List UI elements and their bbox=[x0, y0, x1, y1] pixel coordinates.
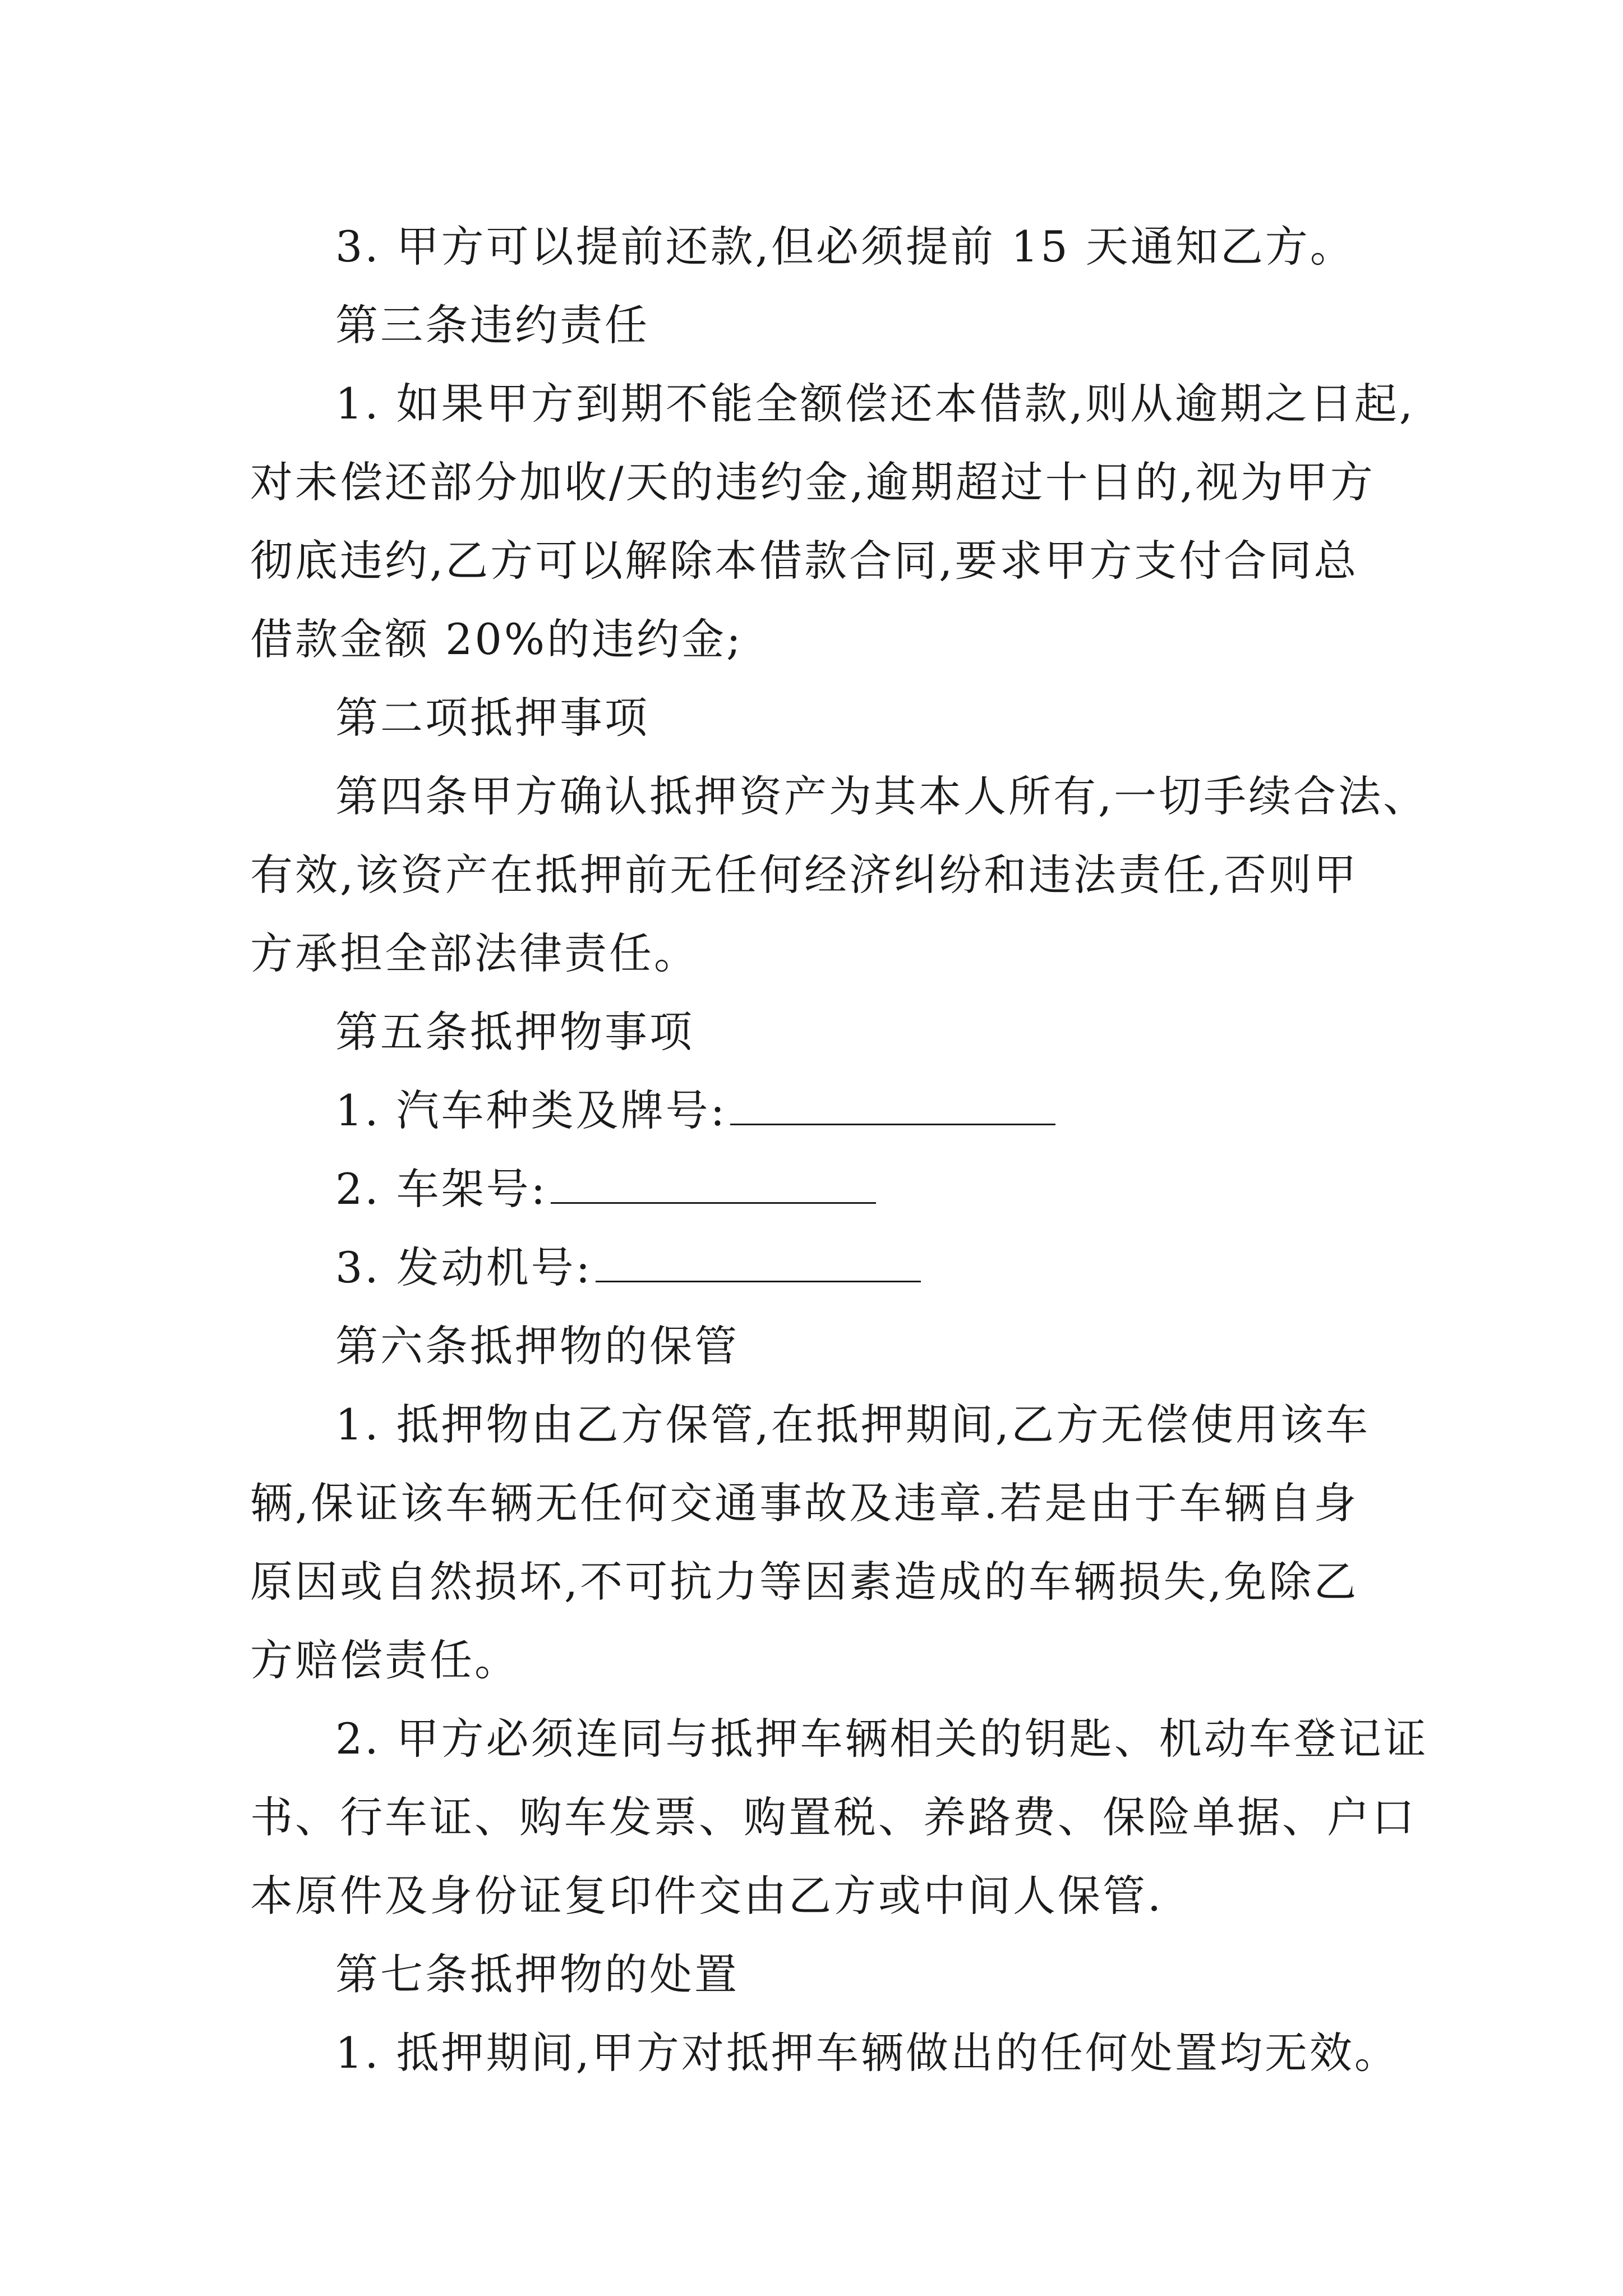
paragraph-line bbox=[250, 1857, 1389, 1935]
paragraph-line bbox=[250, 600, 1389, 679]
custody-clause-1-line-3: 原因或自然损坏,不可抗力等因素造成的车辆损失,免除乙 bbox=[250, 1557, 1359, 1607]
mortgage-section-heading: 第二项抵押事项 bbox=[335, 693, 649, 743]
vehicle-type-plate-label: 1. 汽车种类及牌号: bbox=[335, 1085, 727, 1135]
article-6-heading: 第六条抵押物的保管 bbox=[335, 1321, 739, 1371]
paragraph-line bbox=[250, 836, 1389, 914]
custody-clause-2-line-2: 书、行车证、购车发票、购置税、养路费、保险单据、户口 bbox=[250, 1792, 1417, 1842]
breach-clause-line-4: 借款金额 20%的违约金; bbox=[250, 614, 743, 664]
engine-number-label: 3. 发动机号: bbox=[335, 1243, 593, 1292]
breach-clause-line-1: 1. 如果甲方到期不能全额偿还本借款,则从逾期之日起, bbox=[335, 379, 1415, 429]
section-heading bbox=[250, 679, 1389, 757]
custody-clause-1-line-2: 辆,保证该车辆无任何交通事故及违章.若是由于车辆自身 bbox=[250, 1478, 1359, 1528]
document-body bbox=[250, 208, 1428, 2092]
section-heading bbox=[250, 1307, 1389, 1386]
form-field-row bbox=[250, 1071, 1389, 1150]
paragraph-line bbox=[250, 2014, 1399, 2092]
custody-clause-1-line-1: 1. 抵押物由乙方保管,在抵押期间,乙方无偿使用该车 bbox=[335, 1400, 1370, 1450]
paragraph-line bbox=[250, 365, 1415, 443]
custody-clause-2-line-3: 本原件及身份证复印件交由乙方或中间人保管. bbox=[250, 1871, 1164, 1921]
paragraph-line bbox=[250, 1464, 1389, 1543]
custody-clause-2-line-1: 2. 甲方必须连同与抵押车辆相关的钥匙、机动车登记证 bbox=[335, 1714, 1428, 1764]
paragraph-line bbox=[250, 208, 1389, 286]
vehicle-type-plate-blank[interactable] bbox=[730, 1089, 1055, 1125]
article-3-heading: 第三条违约责任 bbox=[335, 300, 649, 350]
article-4-line-3: 方承担全部法律责任。 bbox=[250, 928, 699, 978]
section-heading bbox=[250, 1935, 1389, 2014]
breach-clause-line-3: 彻底违约,乙方可以解除本借款合同,要求甲方支付合同总 bbox=[250, 536, 1359, 586]
article-4-line-2: 有效,该资产在抵押前无任何经济纠纷和违法责任,否则甲 bbox=[250, 850, 1359, 900]
paragraph-line bbox=[250, 522, 1389, 600]
paragraph-line bbox=[250, 1386, 1389, 1464]
form-field-row bbox=[250, 1150, 1389, 1228]
paragraph-line bbox=[250, 1778, 1417, 1857]
paragraph-line bbox=[250, 914, 1389, 993]
article-5-heading: 第五条抵押物事项 bbox=[335, 1007, 694, 1057]
chassis-number-label: 2. 车架号: bbox=[335, 1164, 548, 1214]
paragraph-line bbox=[250, 1543, 1389, 1621]
early-repayment-clause: 3. 甲方可以提前还款,但必须提前 15 天通知乙方。 bbox=[335, 222, 1355, 272]
article-7-heading: 第七条抵押物的处置 bbox=[335, 1949, 739, 1999]
paragraph-line bbox=[250, 757, 1428, 836]
breach-clause-line-2: 对未偿还部分加收/天的违约金,逾期超过十日的,视为甲方 bbox=[250, 457, 1375, 507]
disposal-clause-1: 1. 抵押期间,甲方对抵押车辆做出的任何处置均无效。 bbox=[335, 2028, 1399, 2078]
engine-number-blank[interactable] bbox=[596, 1246, 921, 1282]
paragraph-line bbox=[250, 443, 1389, 522]
paragraph-line bbox=[250, 1700, 1428, 1778]
chassis-number-blank[interactable] bbox=[551, 1167, 876, 1204]
form-field-row bbox=[250, 1228, 1389, 1307]
custody-clause-1-line-4: 方赔偿责任。 bbox=[250, 1635, 519, 1685]
section-heading bbox=[250, 993, 1389, 1071]
article-4-line-1: 第四条甲方确认抵押资产为其本人所有,一切手续合法、 bbox=[335, 771, 1428, 821]
paragraph-line bbox=[250, 1621, 1389, 1700]
section-heading bbox=[250, 286, 1389, 365]
